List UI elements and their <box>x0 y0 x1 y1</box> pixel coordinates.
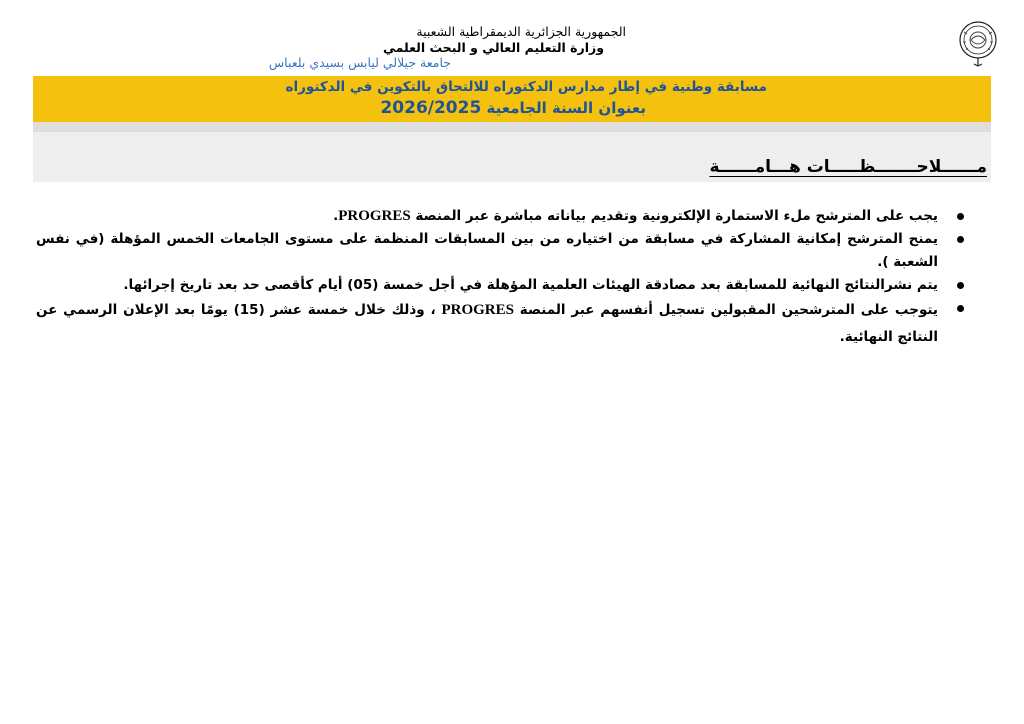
note-text: يتم نشرالنتائج النهائية للمسابقة بعد مصادقة الهيئات العلمية المؤهلة في أجل خمسة (05) أيام كأقصى حد بعد تاريخ إجرائها. <box>123 277 938 293</box>
notes-list <box>36 205 964 351</box>
note-text: يجب على المترشح ملء الاستمارة الإلكترونية وتقديم بياناته مباشرة عبر المنصة <box>415 208 938 224</box>
note-text: ، وذلك خلال خمسة عشر (15) يومًا بعد الإعلان الرسمي عن النتائج النهائية. <box>36 302 938 345</box>
university-seal-icon <box>958 20 998 68</box>
platform-name: PROGRES <box>441 302 514 318</box>
note-text: يمنح المترشح إمكانية المشاركة في مسابقة من اختياره من بين المسابقات المنظمة على مستوى الجامعات الخمس المؤهلة (في نفس الشعبة ). <box>36 231 938 270</box>
note-item <box>36 228 964 274</box>
bullet-icon <box>957 305 964 312</box>
gray-divider <box>33 122 991 132</box>
note-text: . <box>333 208 339 224</box>
academic-year-prefix: بعنوان السنة الجامعية <box>486 99 646 117</box>
gray-block <box>33 132 991 154</box>
platform-name: PROGRES <box>338 208 411 224</box>
bullet-icon <box>957 236 964 243</box>
competition-title: مسابقة وطنية في إطار مدارس الدكتوراه للالتحاق بالتكوين في الدكتوراه <box>285 79 767 95</box>
header-university: جامعة جيلالي ليابس بسيدي بلعباس <box>268 55 451 70</box>
bullet-icon <box>957 282 964 289</box>
header-republic: الجمهورية الجزائرية الديمقراطية الشعبية <box>416 24 626 39</box>
note-text: يتوجب على المترشحين المقبولين تسجيل أنفسهم عبر المنصة <box>519 302 938 318</box>
note-item <box>36 274 964 297</box>
academic-year-line <box>380 98 646 118</box>
note-item <box>36 297 964 351</box>
bullet-icon <box>957 213 964 220</box>
header-ministry: وزارة التعليم العالي و البحث العلمي <box>382 40 604 55</box>
note-item <box>36 205 964 228</box>
academic-year: 2026/2025 <box>380 98 482 118</box>
notes-heading: مــــــلاحـــــــظـــــات هـــامــــــة <box>709 157 987 177</box>
